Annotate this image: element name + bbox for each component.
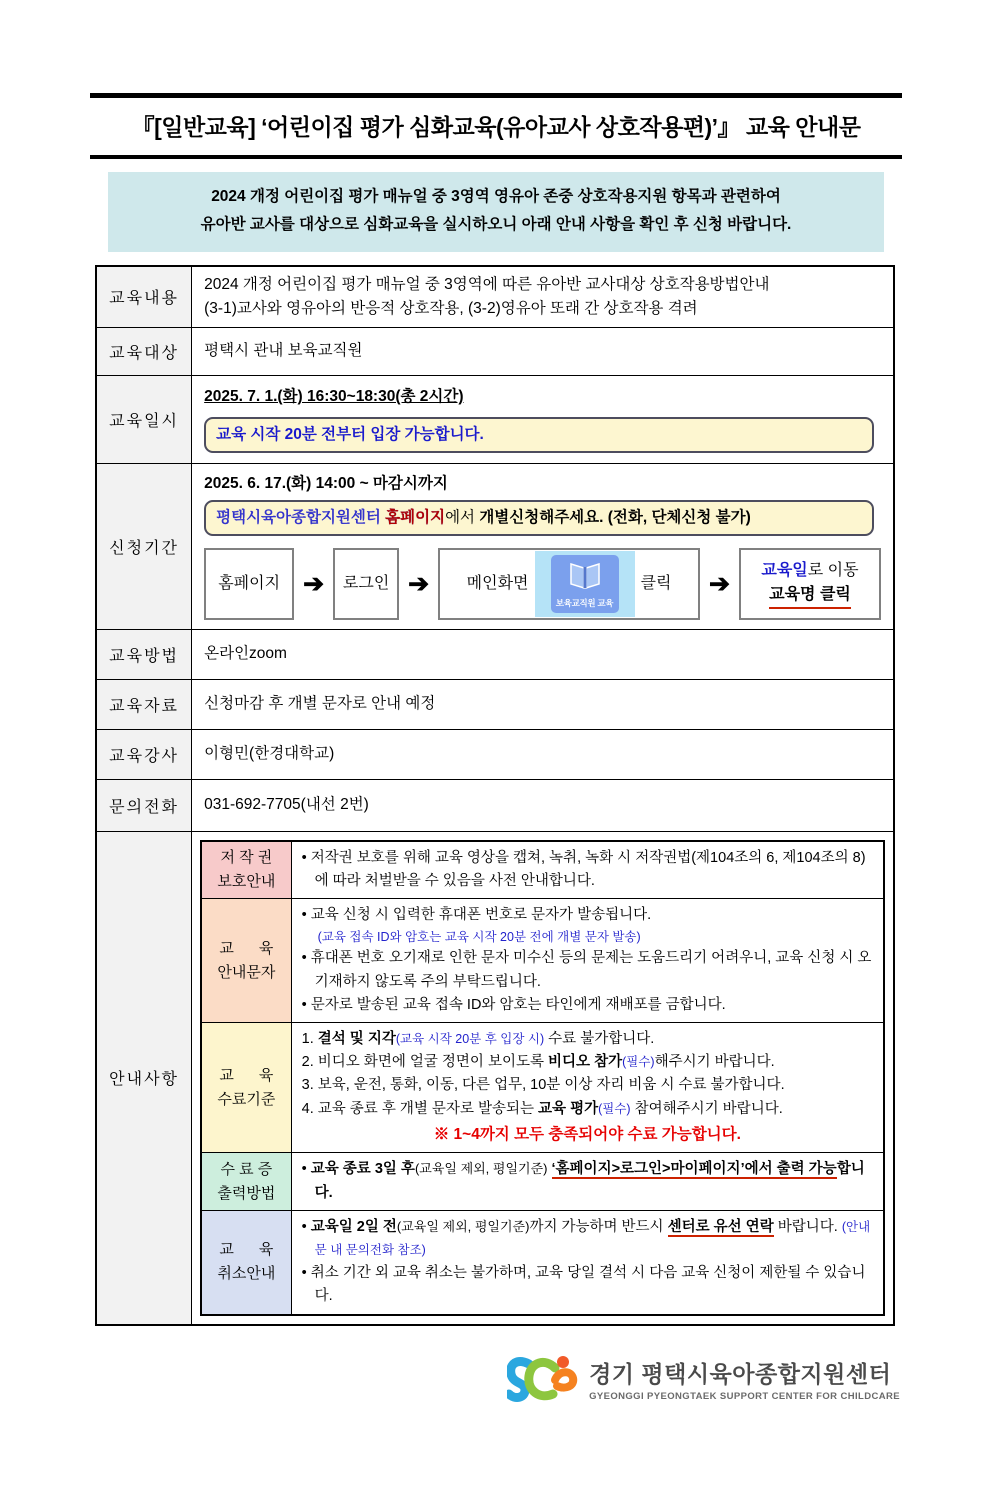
completion-body bbox=[291, 1022, 884, 1153]
education-name-click: 교육명 클릭 bbox=[769, 583, 851, 609]
guidance-table bbox=[200, 840, 885, 1316]
content-line1: 2024 개정 어린이집 평가 매뉴얼 중 3영역에 따른 유아반 교사대상 상호작용방법안내 bbox=[204, 275, 770, 293]
sms-header bbox=[201, 899, 291, 1023]
apply-flow-diagram bbox=[204, 548, 881, 620]
row-value-instructor: 이형민(한경대학교) bbox=[192, 729, 894, 779]
completion-header-line2: 수료기준 bbox=[217, 1090, 276, 1108]
completion-header-line1: 교 육 bbox=[219, 1066, 274, 1084]
completion-warning: ※ 1~4까지 모두 충족되어야 수료 가능합니다. bbox=[433, 1125, 741, 1143]
row-value-apply bbox=[192, 463, 894, 629]
row-value-material: 신청마감 후 개별 문자로 안내 예정 bbox=[192, 679, 894, 729]
row-label-apply: 신청기간 bbox=[96, 463, 192, 629]
childcare-education-icon bbox=[535, 551, 635, 617]
guidance-row-sms bbox=[201, 899, 884, 1023]
intro-line2: 유아반 교사를 대상으로 심화교육을 실시하오니 아래 안내 사항을 확인 후 신청 바랍니다. bbox=[200, 215, 792, 233]
intro-line1: 2024 개정 어린이집 평가 매뉴얼 중 3영역 영유아 존중 상호작용지원 항목과 관련하여 bbox=[211, 188, 781, 205]
sms-header-line2: 안내문자 bbox=[217, 963, 276, 981]
center-logo-icon bbox=[507, 1350, 579, 1408]
cancel-header bbox=[201, 1210, 291, 1314]
completion-item4: 4. 교육 종료 후 개별 문자로 발송되는 교육 평가(필수) 참여해주시기 바랍니다. bbox=[301, 1100, 783, 1117]
info-table bbox=[95, 265, 895, 1326]
guidance-row-cancel bbox=[201, 1210, 884, 1314]
sms-bullet3: • 문자로 발송된 교육 접속 ID와 암호는 타인에게 재배포를 금합니다. bbox=[301, 996, 726, 1013]
row-value-datetime bbox=[192, 375, 894, 463]
education-day-rest: 로 이동 bbox=[807, 562, 859, 580]
copyright-header-line1: 저 작 권 bbox=[220, 849, 273, 866]
row-label-guidance: 안내사항 bbox=[96, 831, 192, 1324]
row-label-content: 교육내용 bbox=[96, 266, 192, 328]
sms-bullet1: • 교육 신청 시 입력한 휴대폰 번호로 문자가 발송됩니다. bbox=[301, 907, 652, 924]
row-education-material bbox=[96, 679, 894, 729]
footer-org-text bbox=[589, 1356, 900, 1402]
certificate-text: • 교육 종료 3일 후(교육일 제외, 평일기준) ‘홈페이지>로그인>마이페이지’에서 출력 가능합니다. bbox=[301, 1161, 865, 1201]
cancel-header-line1: 교 육 bbox=[219, 1241, 274, 1259]
completion-item1: 1. 결석 및 지각(교육 시작 20분 후 입장 시) 수료 불가합니다. bbox=[301, 1030, 655, 1047]
row-value-guidance bbox=[192, 831, 894, 1324]
icon-caption: 보육교직원 교육 bbox=[555, 598, 614, 609]
apply-notice-box bbox=[204, 500, 874, 536]
certificate-header bbox=[201, 1153, 291, 1210]
row-education-datetime bbox=[96, 375, 894, 463]
copyright-header bbox=[201, 841, 291, 899]
row-value-phone: 031-692-7705(내선 2번) bbox=[192, 779, 894, 831]
flow-step-mainscreen bbox=[438, 548, 700, 620]
arrow-right-icon: ➔ bbox=[408, 569, 430, 598]
title-block bbox=[90, 93, 902, 159]
row-value-content bbox=[192, 266, 894, 328]
row-education-instructor bbox=[96, 729, 894, 779]
copyright-header-line2: 보호안내 bbox=[217, 873, 276, 890]
apply-period: 2025. 6. 17.(화) 14:00 ~ 마감시까지 bbox=[204, 475, 448, 493]
row-label-phone: 문의전화 bbox=[96, 779, 192, 831]
footer bbox=[0, 1350, 900, 1408]
row-label-method: 교육방법 bbox=[96, 629, 192, 679]
sms-bullet2: • 휴대폰 번호 오기재로 인한 문자 미수신 등의 문제는 도움드리기 어려우니, 교육 신청 시 오기재하지 않도록 주의 부탁드립니다. bbox=[301, 950, 872, 990]
content-line2: (3-1)교사와 영유아의 반응적 상호작용, (3-2)영유아 또래 간 상호작용 격려 bbox=[204, 299, 698, 317]
mainscreen-label: 메인화면 bbox=[466, 574, 529, 592]
book-icon bbox=[551, 555, 619, 613]
document-page bbox=[0, 93, 992, 1408]
completion-item2: 2. 비디오 화면에 얼굴 정면이 보이도록 비디오 참가(필수)해주시기 바랍니다. bbox=[301, 1054, 775, 1071]
sms-subnote: (교육 접속 ID와 암호는 교육 시작 20분 전에 개별 문자 발송) bbox=[317, 930, 641, 945]
homepage-word: 홈페이지 bbox=[385, 509, 446, 527]
guidance-row-completion bbox=[201, 1022, 884, 1153]
row-value-target: 평택시 관내 보육교직원 bbox=[192, 327, 894, 375]
intro-banner bbox=[108, 172, 884, 252]
cancel-body bbox=[291, 1210, 884, 1314]
arrow-right-icon: ➔ bbox=[709, 569, 730, 598]
row-label-datetime: 교육일시 bbox=[96, 375, 192, 463]
certificate-header-line2: 출력방법 bbox=[217, 1184, 276, 1202]
flow-step-login: 로그인 bbox=[333, 548, 399, 620]
row-education-target bbox=[96, 327, 894, 375]
completion-header bbox=[201, 1022, 291, 1153]
org-name-english: GYEONGGI PYEONGTAEK SUPPORT CENTER FOR CHILDCARE bbox=[589, 1390, 900, 1402]
open-book-glyph bbox=[568, 560, 602, 590]
cancel-header-line2: 취소안내 bbox=[217, 1265, 276, 1283]
row-contact-phone bbox=[96, 779, 894, 831]
guidance-row-certificate bbox=[201, 1153, 884, 1210]
row-label-instructor: 교육강사 bbox=[96, 729, 192, 779]
flow-step4-line1 bbox=[761, 559, 858, 583]
apply-notice-tail: (전화, 단체신청 불가) bbox=[603, 509, 751, 527]
apply-notice-mid: 에서 bbox=[445, 509, 480, 527]
row-label-material: 교육자료 bbox=[96, 679, 192, 729]
sms-header-line1: 교 육 bbox=[219, 939, 274, 957]
certificate-body bbox=[291, 1153, 884, 1210]
flow-step-homepage: 홈페이지 bbox=[204, 548, 294, 620]
row-education-content bbox=[96, 266, 894, 328]
center-name-text: 평택시육아종합지원센터 bbox=[216, 509, 386, 527]
guidance-row-copyright bbox=[201, 841, 884, 899]
entry-notice-box bbox=[204, 417, 874, 453]
flow-step-education-day bbox=[739, 548, 881, 620]
copyright-body bbox=[291, 841, 884, 899]
row-guidance bbox=[96, 831, 894, 1324]
apply-notice-bold: 개별신청해주세요. bbox=[479, 509, 604, 527]
arrow-right-icon: ➔ bbox=[303, 569, 325, 598]
row-apply-period bbox=[96, 463, 894, 629]
row-education-method bbox=[96, 629, 894, 679]
certificate-header-line1: 수 료 증 bbox=[220, 1160, 273, 1178]
education-day-word: 교육일 bbox=[761, 562, 808, 580]
sms-body bbox=[291, 899, 884, 1023]
cancel-bullet2: • 취소 기간 외 교육 취소는 불가하며, 교육 당일 결석 시 다음 교육 신청이 제한될 수 있습니다. bbox=[301, 1265, 866, 1305]
entry-notice-text: 교육 시작 20분 전부터 입장 가능합니다. bbox=[216, 426, 484, 444]
copyright-text: • 저작권 보호를 위해 교육 영상을 캡쳐, 녹취, 녹화 시 저작권법(제104조의 6, 제104조의 8)에 따라 처벌받을 수 있음을 사전 안내합니다. bbox=[301, 849, 866, 889]
education-date: 2025. 7. 1.(화) 16:30~18:30(총 2시간) bbox=[204, 388, 464, 406]
row-label-target: 교육대상 bbox=[96, 327, 192, 375]
cancel-bullet1: • 교육일 2일 전(교육일 제외, 평일기준)까지 가능하며 반드시 센터로 유선 연락 바랍니다. (안내문 내 문의전화 참조) bbox=[301, 1218, 871, 1258]
click-label: 클릭 bbox=[640, 574, 672, 592]
page-title: 『[일반교육] ‘어린이집 평가 심화교육(유아교사 상호작용편)’』 교육 안내문 bbox=[131, 114, 861, 140]
org-name-korean: 경기 평택시육아종합지원센터 bbox=[589, 1360, 892, 1387]
completion-item3: 3. 보육, 운전, 통화, 이동, 다른 업무, 10분 이상 자리 비움 시 수료 불가합니다. bbox=[301, 1077, 785, 1094]
row-value-method: 온라인zoom bbox=[192, 629, 894, 679]
